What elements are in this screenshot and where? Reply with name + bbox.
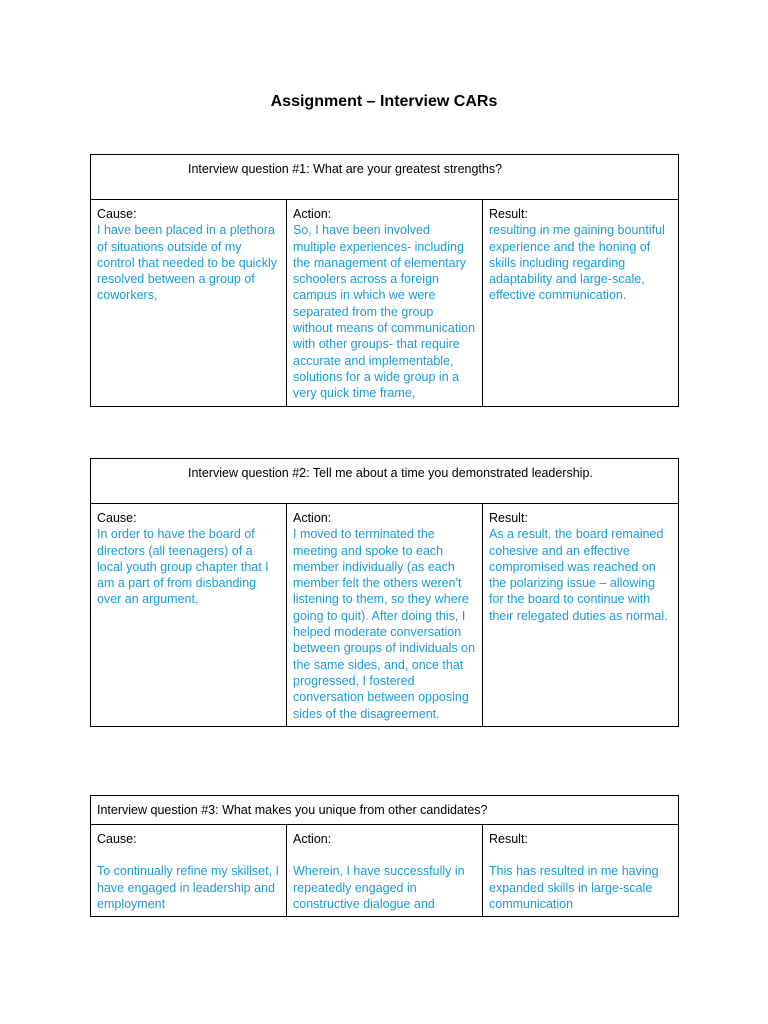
action-cell: [287, 200, 483, 407]
action-label: Action:: [293, 207, 332, 221]
car-table-1: [90, 154, 679, 407]
cause-label: Cause:: [97, 832, 137, 846]
document-title: Assignment – Interview CARs: [270, 93, 498, 110]
cause-cell: [91, 504, 287, 727]
cause-cell: [91, 825, 287, 917]
car-row: [91, 200, 679, 407]
question-text: Interview question #3: What makes you unique from other candidates?: [91, 796, 679, 825]
action-text: So, I have been involved multiple experiences- including the management of elementary schoolers across a foreign campus in which we were separated from the group without means of communication with other groups- that require accurate and implementable, solutions for a wide group in a very quick time frame,: [293, 223, 476, 401]
result-label: Result:: [489, 511, 528, 525]
blank-line: [489, 847, 672, 863]
cause-text: To continually refine my skillset, I have engaged in leadership and employment: [97, 864, 280, 911]
blank-line: [293, 847, 476, 863]
cause-cell: [91, 200, 287, 407]
action-label: Action:: [293, 511, 332, 525]
cause-label: Cause:: [97, 511, 137, 525]
action-text: Wherein, I have successfully in repeatedly engaged in constructive dialogue and: [293, 864, 465, 911]
car-row: [91, 825, 679, 917]
action-label: Action:: [293, 832, 332, 846]
car-table-2: [90, 458, 679, 727]
action-cell: [287, 504, 483, 727]
result-cell: [483, 504, 679, 727]
result-text: resulting in me gaining bountiful experience and the honing of skills including regarding adaptability and large-scale, effective communication.: [489, 223, 665, 303]
result-cell: [483, 200, 679, 407]
question-text: Interview question #1: What are your greatest strengths?: [91, 155, 679, 200]
action-text: I moved to terminated the meeting and spoke to each member individually (as each member felt the others weren't listening to them, so they where going to quit). After doing this, I helped moderate conversation between groups of individuals on the same sides, and, once that progressed, I fostered conversation between opposing sides of the disagreement.: [293, 527, 476, 721]
cause-label: Cause:: [97, 207, 137, 221]
question-row: [91, 796, 679, 825]
result-label: Result:: [489, 832, 528, 846]
result-cell: [483, 825, 679, 917]
blank-line: [97, 847, 280, 863]
cause-text: I have been placed in a plethora of situations outside of my control that needed to be quickly resolved between a group of coworkers,: [97, 223, 277, 303]
question-row: [91, 155, 679, 200]
result-text: As a result, the board remained cohesive and an effective compromised was reached on the polarizing issue – allowing for the board to continue with their relegated duties as normal.: [489, 527, 668, 623]
question-text: Interview question #2: Tell me about a time you demonstrated leadership.: [91, 459, 679, 504]
result-text: This has resulted in me having expanded skills in large-scale communication: [489, 864, 659, 911]
car-table-3: [90, 795, 679, 917]
car-row: [91, 504, 679, 727]
question-row: [91, 459, 679, 504]
result-label: Result:: [489, 207, 528, 221]
cause-text: In order to have the board of directors (all teenagers) of a local youth group chapter that I am a part of from disbanding over an argument,: [97, 527, 269, 607]
action-cell: [287, 825, 483, 917]
